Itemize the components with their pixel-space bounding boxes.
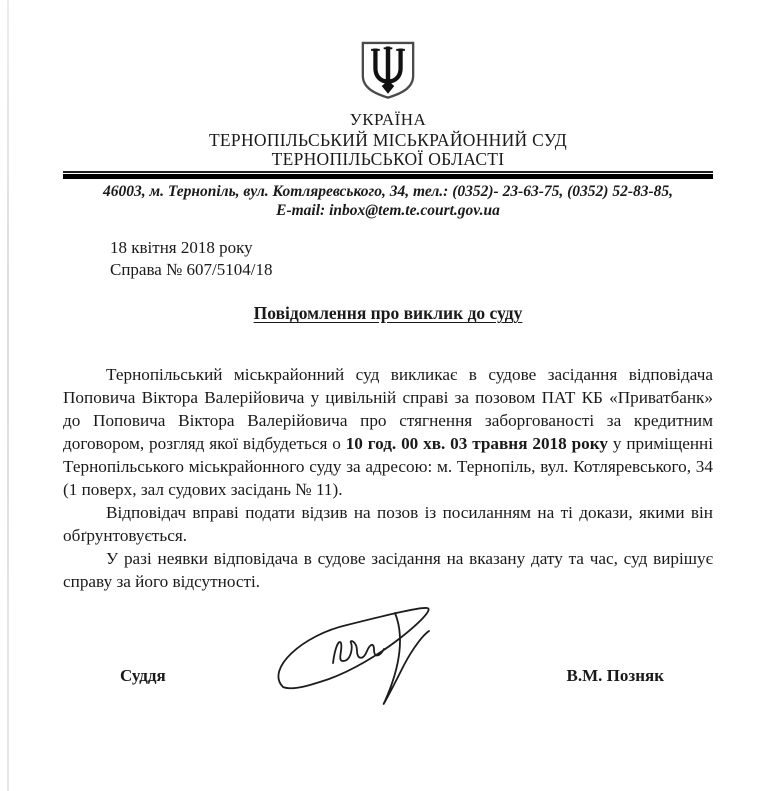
signer-name: В.М. Позняк [566, 666, 664, 685]
document-meta [110, 237, 713, 281]
document-date: 18 квітня 2018 року [110, 238, 253, 257]
summons-text-start: Тернопільський міськрайонний суд викликає в судове засідання відповідача Поповича Віктора Валерійовича у цивільній справі за позовом ПАТ КБ «Приватбанк» до Поповича Віктора Валерійовича про стягнення заборгованості за кредитним договором, розгляд якої відбудеться о [63, 365, 713, 453]
court-name: ТЕРНОПІЛЬСЬКИЙ МІСЬКРАЙОННИЙ СУД [208, 130, 568, 150]
hearing-datetime: 10 год. 00 хв. 03 травня 2018 року [345, 434, 608, 453]
summons-text-end: у приміщенні Тернопільського міськрайонного суду за адресою: м. Тернопіль, вул. Котляревського, 34 (1 поверх, зал судових засідань № 11). [63, 434, 713, 499]
letterhead [63, 40, 713, 220]
country-name: УКРАЇНА [349, 110, 427, 129]
body-paragraph-summons [63, 363, 713, 501]
court-region: ТЕРНОПІЛЬСЬКОЇ ОБЛАСТІ [271, 149, 505, 169]
document-body [63, 363, 713, 593]
court-email: E-mail: inbox@tem.te.court.gov.ua [276, 202, 500, 219]
signature-block [63, 637, 713, 715]
body-paragraph-response-right: Відповідач вправі подати відзив на позов із посиланням на ті докази, якими він обґрунтовується. [63, 503, 713, 545]
case-number: Справа № 607/5104/18 [110, 260, 273, 279]
court-address-phone: 46003, м. Тернопіль, вул. Котляревського, 34, тел.: (0352)- 23-63-75, (0352) 52-83-85, [102, 183, 674, 200]
signer-role-label: Суддя [120, 666, 166, 685]
document-title: Повідомлення про виклик до суду [253, 303, 523, 323]
handwritten-signature-icon [166, 603, 567, 715]
ukraine-trident-emblem-icon [356, 40, 420, 105]
body-paragraph-absence-warning: У разі неявки відповідача в судове засідання на вказану дату та час, суд вирішує справу за його відсутності. [63, 549, 713, 591]
letterhead-divider [63, 171, 713, 179]
